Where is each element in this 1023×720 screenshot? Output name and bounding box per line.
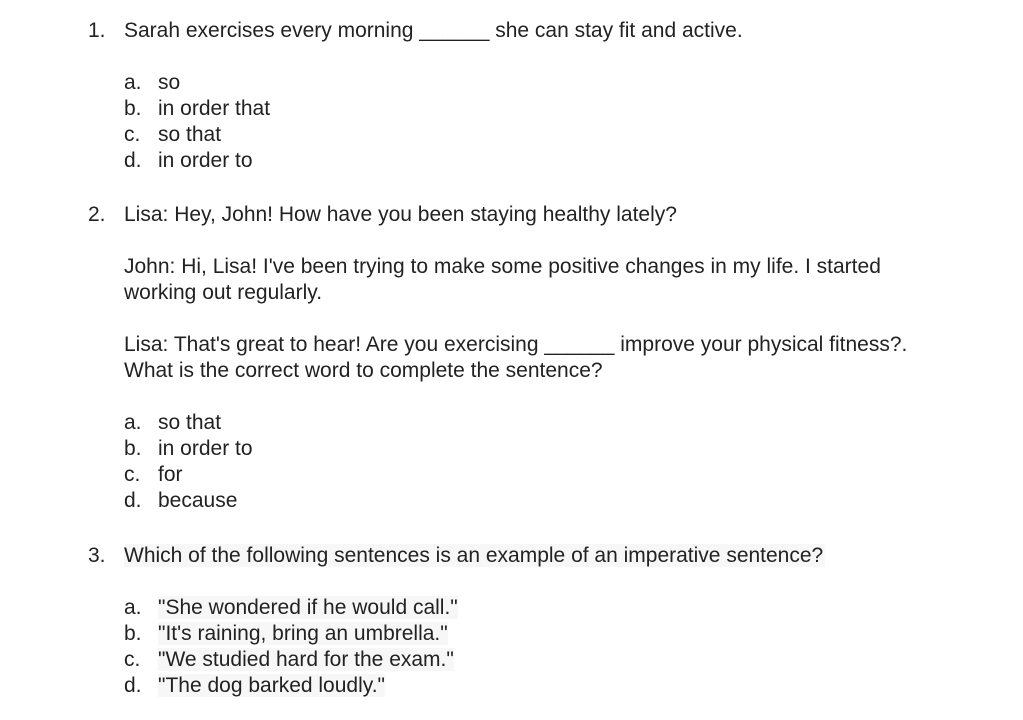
question-body: [124, 543, 918, 699]
option-text: so: [158, 71, 181, 94]
question-text: Sarah exercises every morning ______ she can stay fit and active.: [124, 19, 743, 42]
option-letter: d.: [124, 489, 142, 512]
option-text: "It's raining, bring an umbrella.": [158, 622, 448, 645]
answer-option-a[interactable]: [124, 70, 918, 96]
answer-option-b[interactable]: [124, 621, 918, 647]
option-text: because: [158, 489, 238, 512]
answer-option-b[interactable]: [124, 96, 918, 122]
question-number: 3.: [88, 544, 106, 567]
option-letter: a.: [124, 411, 142, 434]
option-letter: c.: [124, 648, 141, 671]
answer-option-d[interactable]: [124, 488, 918, 514]
answer-option-c[interactable]: [124, 647, 918, 673]
question-number: 2.: [88, 203, 106, 226]
option-text: "We studied hard for the exam.": [158, 648, 454, 671]
option-letter: a.: [124, 71, 142, 94]
answer-option-c[interactable]: [124, 462, 918, 488]
answer-option-a[interactable]: [124, 595, 918, 621]
option-text: in order to: [158, 437, 253, 460]
option-text: in order to: [158, 149, 253, 172]
option-text: "The dog barked loudly.": [158, 674, 385, 697]
answer-options: [124, 410, 918, 514]
option-letter: b.: [124, 622, 142, 645]
option-text: so that: [158, 411, 222, 434]
dialogue-line-lisa: Lisa: Hey, John! How have you been staying healthy lately?: [124, 203, 677, 226]
question-text-highlight: Which of the following sentences is an example of an imperative sentence?: [124, 544, 824, 567]
option-letter: c.: [124, 463, 141, 486]
answer-option-d[interactable]: [124, 148, 918, 174]
option-letter: d.: [124, 149, 142, 172]
option-text: so that: [158, 123, 222, 146]
option-letter: c.: [124, 123, 141, 146]
question-2: [88, 202, 918, 514]
question-text: [124, 543, 918, 569]
option-text: in order that: [158, 97, 271, 120]
answer-option-b[interactable]: [124, 436, 918, 462]
option-text: for: [158, 463, 183, 486]
answer-option-c[interactable]: [124, 122, 918, 148]
question-body: [124, 202, 918, 514]
option-letter: b.: [124, 97, 142, 120]
dialogue-line-lisa-question: Lisa: That's great to hear! Are you exercising ______ improve your physical fitness?. What is the correct word to complete the sentence?: [124, 333, 908, 382]
option-letter: a.: [124, 596, 142, 619]
answer-option-d[interactable]: [124, 673, 918, 699]
question-number: 1.: [88, 19, 106, 42]
answer-option-a[interactable]: [124, 410, 918, 436]
question-1: [88, 18, 918, 174]
question-body: [124, 18, 918, 174]
option-text: "She wondered if he would call.": [158, 596, 458, 619]
dialogue-line-john: John: Hi, Lisa! I've been trying to make some positive changes in my life. I started working out regularly.: [124, 255, 881, 304]
option-letter: b.: [124, 437, 142, 460]
option-letter: d.: [124, 674, 142, 697]
question-3: [88, 543, 918, 699]
answer-options: [124, 70, 918, 174]
answer-options: [124, 595, 918, 699]
